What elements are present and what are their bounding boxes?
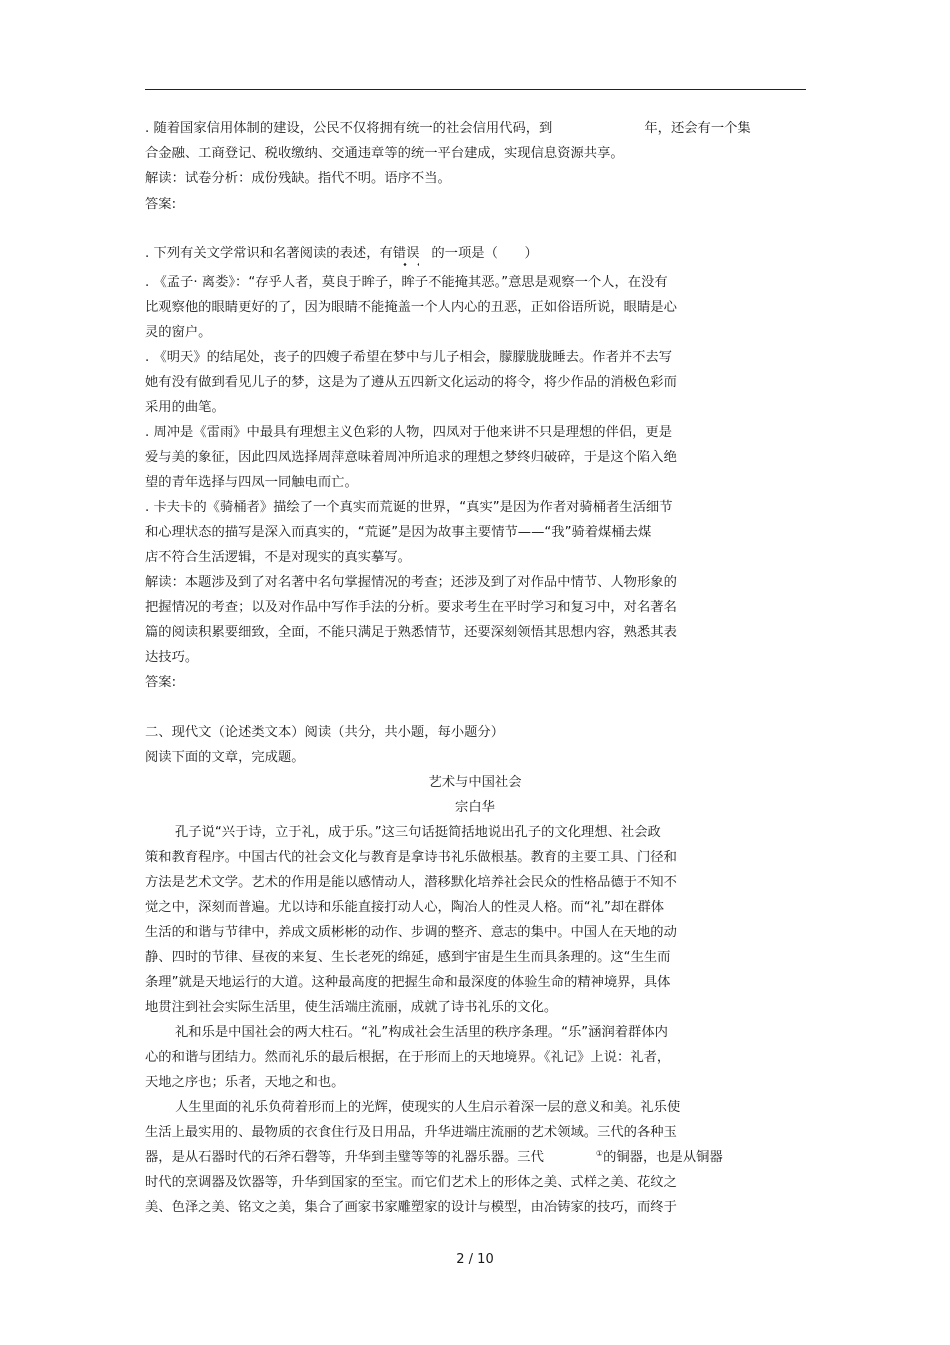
q2-option-a-line-1: . 《孟子· 离娄》：“存乎人者，莫良于眸子，眸子不能掩其恶。”意思是观察一个人，在没有: [145, 275, 668, 290]
q2-analysis-line-1: 解读：本题涉及到了对名著中名句掌握情况的考查；还涉及到了对作品中情节、人物形象的: [145, 575, 677, 590]
article-p1-line-1: 孔子说“兴于诗，立于礼，成于乐。”这三句话挺简括地说出孔子的文化理想、社会政: [175, 825, 661, 840]
q2-analysis-line-2: 把握情况的考查；以及对作品中写作手法的分析。要求考生在平时学习和复习中，对名著名: [145, 600, 677, 615]
q2-option-c-line-3: 望的青年选择与四凤一同触电而亡。: [145, 475, 358, 490]
section-heading: 二、现代文（论述类文本）阅读（共分，共小题，每小题分）: [145, 725, 505, 740]
article-p1-line-8: 地贯注到社会实际生活里，使生活端庄流丽，成就了诗书礼乐的文化。: [145, 1000, 558, 1015]
article-p1-line-7: 条理”就是天地运行的大道。这种最高度的把握生命和最深度的体验生命的精神境界，具体: [145, 975, 671, 990]
q2-analysis-line-4: 达技巧。: [145, 650, 199, 665]
q2-option-c-line-2: 爱与美的象征，因此四凤选择周萍意味着周冲所追求的理想之梦终归破碎，于是这个陷入绝: [145, 450, 677, 465]
emphasis-dots: 错误: [392, 246, 420, 261]
q2-analysis-line-3: 篇的阅读积累要细致，全面，不能只满足于熟悉情节，还要深刻领悟其思想内容，熟悉其表: [145, 625, 677, 640]
q1-answer: 答案:: [145, 197, 177, 212]
article-p2-line-3: 天地之序也；乐者，天地之和也。: [145, 1075, 345, 1090]
footnote-marker: ①: [595, 1149, 604, 1158]
q1-line-1: . 随着国家信用体制的建设，公民不仅将拥有统一的社会信用代码，到 年，还会有一个集: [145, 121, 751, 136]
q2-answer: 答案:: [145, 675, 177, 690]
article-p2-line-1: 礼和乐是中国社会的两大柱石。“礼”构成社会生活里的秩序条理。“乐”涵润着群体内: [175, 1025, 668, 1040]
q2-option-d-line-1: . 卡夫卡的《骑桶者》描绘了一个真实而荒诞的世界，“真实”是因为作者对骑桶者生活细节: [145, 500, 673, 515]
article-p1-line-5: 生活的和谐与节律中，养成文质彬彬的动作、步调的整齐、意志的集中。中国人在天地的动: [145, 925, 677, 940]
article-p1-line-4: 觉之中，深刻而普遍。尤以诗和乐能直接打动人心，陶冶人的性灵人格。而“礼”却在群体: [145, 900, 665, 915]
page-number: 2 / 10: [456, 1252, 494, 1267]
article-p1-line-6: 静、四时的节律、昼夜的来复、生长老死的绵延，感到宇宙是生生而具条理的。这“生生而: [145, 950, 671, 965]
q1-line-2: 合金融、工商登记、税收缴纳、交通违章等的统一平台建成，实现信息资源共享。: [145, 146, 624, 161]
article-p3-line-1: 人生里面的礼乐负荷着形而上的光辉，使现实的人生启示着深一层的意义和美。礼乐使: [175, 1100, 681, 1115]
q2-option-a-line-3: 灵的窗户。: [145, 325, 212, 340]
q2-option-b-line-2: 她有没有做到看见儿子的梦，这是为了遵从五四新文化运动的将令，将少作品的消极色彩而: [145, 375, 677, 390]
q2-option-d-line-3: 店不符合生活逻辑，不是对现实的真实摹写。: [145, 550, 411, 565]
q2-stem: . 下列有关文学常识和名著阅读的表述，有错误 的一项是（ ）: [145, 246, 538, 261]
q2-option-b-line-3: 采用的曲笔。: [145, 400, 225, 415]
header-rule: [145, 89, 806, 90]
article-p3-line-3: 器，是从石器时代的石斧石磬等，升华到圭璧等等的礼器乐器。三代 ①的铜器，也是从铜器: [145, 1149, 723, 1165]
article-p3-line-5: 美、色泽之美、铭文之美，集合了画家书家雕塑家的设计与模型，由冶铸家的技巧，而终于: [145, 1200, 677, 1215]
article-title: 艺术与中国社会: [428, 775, 522, 790]
article-p1-line-3: 方法是艺术文学。艺术的作用是能以感情动人，潜移默化培养社会民众的性格品德于不知不: [145, 875, 677, 890]
article-p3-line-4: 时代的烹调器及饮器等，升华到国家的至宝。而它们艺术上的形体之美、式样之美、花纹之: [145, 1175, 677, 1190]
q2-option-d-line-2: 和心理状态的描写是深入而真实的，“荒诞”是因为故事主要情节——“我”骑着煤桶去煤: [145, 525, 652, 540]
article-p2-line-2: 心的和谐与团结力。然而礼乐的最后根据，在于形而上的天地境界。《礼记》上说：礼者，: [145, 1050, 671, 1065]
section-instruction: 阅读下面的文章，完成题。: [145, 750, 305, 765]
q1-analysis: 解读：试卷分析：成份残缺。指代不明。语序不当。: [145, 171, 451, 186]
article-p1-line-2: 策和教育程序。中国古代的社会文化与教育是拿诗书礼乐做根基。教育的主要工具、门径和: [145, 850, 677, 865]
article-author: 宗白华: [455, 800, 495, 815]
q2-option-a-line-2: 比观察他的眼睛更好的了，因为眼睛不能掩盖一个人内心的丑恶，正如俗语所说，眼睛是心: [145, 300, 677, 315]
q2-option-b-line-1: . 《明天》的结尾处，丧子的四嫂子希望在梦中与儿子相会，朦朦胧胧睡去。作者并不去写: [145, 350, 673, 365]
q2-option-c-line-1: . 周冲是《雷雨》中最具有理想主义色彩的人物，四凤对于他来讲不只是理想的伴侣，更是: [145, 425, 673, 440]
article-p3-line-2: 生活上最实用的、最物质的衣食住行及日用品，升华进端庄流丽的艺术领域。三代的各种玉: [145, 1125, 677, 1140]
